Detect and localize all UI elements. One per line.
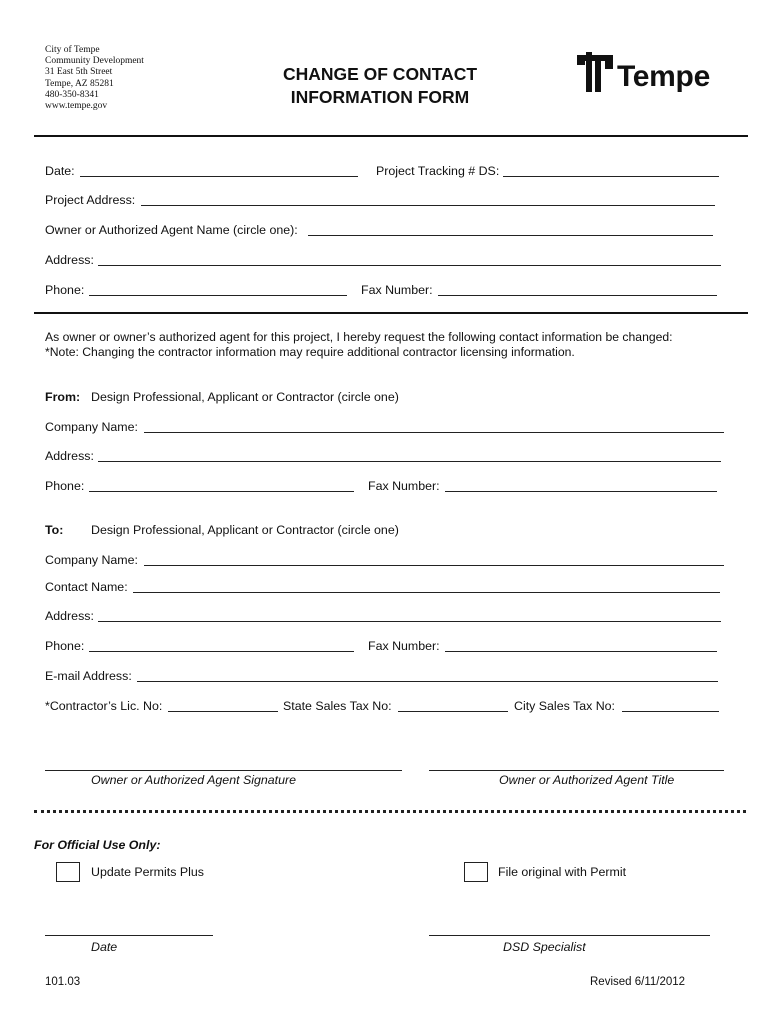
address-line: www.tempe.gov (45, 101, 108, 112)
city-tax-label: City Sales Tax No: (514, 699, 615, 713)
address-line: City of Tempe (45, 45, 100, 55)
tracking-field[interactable] (503, 176, 719, 177)
to-contact-label: Contact Name: (45, 580, 128, 594)
to-email-field[interactable] (137, 681, 718, 682)
to-address-label: Address: (45, 609, 94, 623)
update-permits-label: Update Permits Plus (91, 865, 204, 879)
request-line: As owner or owner’s authorized agent for this project, I hereby request the following contact information be changed: (45, 330, 673, 344)
form-title-line2: INFORMATION FORM (290, 87, 470, 107)
tracking-label: Project Tracking # DS: (376, 164, 500, 178)
dsd-specialist-line[interactable] (429, 935, 710, 936)
address-line: 31 East 5th Street (45, 67, 113, 78)
owner-name-label: Owner or Authorized Agent Name (circle one): (45, 223, 298, 237)
logo-wordmark: Tempe (617, 60, 710, 93)
from-phone-label: Phone: (45, 479, 85, 493)
update-permits-checkbox[interactable] (56, 862, 80, 882)
revision-date: Revised 6/11/2012 (590, 976, 686, 988)
office-address (45, 45, 144, 112)
contractor-license-field[interactable] (168, 711, 278, 712)
from-options[interactable]: Design Professional, Applicant or Contractor (circle one) (91, 390, 399, 404)
request-note: *Note: Changing the contractor information may require additional contractor licensing information. (45, 345, 575, 359)
dotted-separator (34, 810, 746, 813)
date-field[interactable] (80, 176, 358, 177)
to-contact-field[interactable] (133, 592, 720, 593)
from-company-field[interactable] (144, 432, 724, 433)
to-email-label: E-mail Address: (45, 669, 132, 683)
signature-line[interactable] (45, 770, 402, 771)
file-original-checkbox[interactable] (464, 862, 488, 882)
project-owner-address-field[interactable] (98, 265, 721, 266)
state-tax-field[interactable] (398, 711, 508, 712)
form-title-line1: CHANGE OF CONTACT (282, 64, 478, 84)
state-tax-label: State Sales Tax No: (283, 699, 392, 713)
project-owner-address-label: Address: (45, 253, 94, 267)
to-fax-label: Fax Number: (368, 639, 440, 653)
to-company-label: Company Name: (45, 553, 138, 567)
agent-title-line[interactable] (429, 770, 724, 771)
form-number: 101.03 (45, 976, 81, 988)
signature-caption: Owner or Authorized Agent Signature (91, 773, 297, 787)
to-label: To: (45, 523, 64, 537)
project-fax-field[interactable] (438, 295, 717, 296)
contractor-license-label: *Contractor’s Lic. No: (45, 699, 163, 713)
from-address-label: Address: (45, 449, 94, 463)
from-phone-field[interactable] (89, 491, 354, 492)
date-label: Date: (45, 164, 75, 178)
official-date-line[interactable] (45, 935, 213, 936)
from-address-field[interactable] (98, 461, 721, 462)
from-fax-field[interactable] (445, 491, 717, 492)
to-fax-field[interactable] (445, 651, 717, 652)
file-original-label: File original with Permit (498, 865, 627, 879)
address-line: Tempe, AZ 85281 (45, 78, 114, 89)
to-address-field[interactable] (98, 621, 721, 622)
to-options[interactable]: Design Professional, Applicant or Contractor (circle one) (91, 523, 399, 537)
agent-title-caption: Owner or Authorized Agent Title (499, 773, 675, 787)
dsd-specialist-caption: DSD Specialist (503, 940, 586, 954)
address-line: Community Development (45, 56, 144, 67)
from-fax-label: Fax Number: (368, 479, 440, 493)
section-divider (34, 312, 748, 314)
official-use-heading: For Official Use Only: (34, 838, 161, 852)
project-phone-label: Phone: (45, 283, 85, 297)
project-address-label: Project Address: (45, 193, 136, 207)
form-title (250, 63, 510, 109)
address-line: 480-350-8341 (45, 89, 99, 100)
to-phone-label: Phone: (45, 639, 85, 653)
project-address-field[interactable] (141, 205, 715, 206)
from-company-label: Company Name: (45, 420, 138, 434)
to-phone-field[interactable] (89, 651, 354, 652)
owner-name-field[interactable] (308, 235, 713, 236)
request-statement (45, 330, 673, 360)
city-tax-field[interactable] (622, 711, 719, 712)
from-label: From: (45, 390, 81, 404)
project-fax-label: Fax Number: (361, 283, 433, 297)
to-company-field[interactable] (144, 565, 724, 566)
official-date-caption: Date (91, 940, 118, 954)
project-phone-field[interactable] (89, 295, 347, 296)
header-divider (34, 135, 748, 137)
tempe-logo-icon (577, 52, 617, 94)
